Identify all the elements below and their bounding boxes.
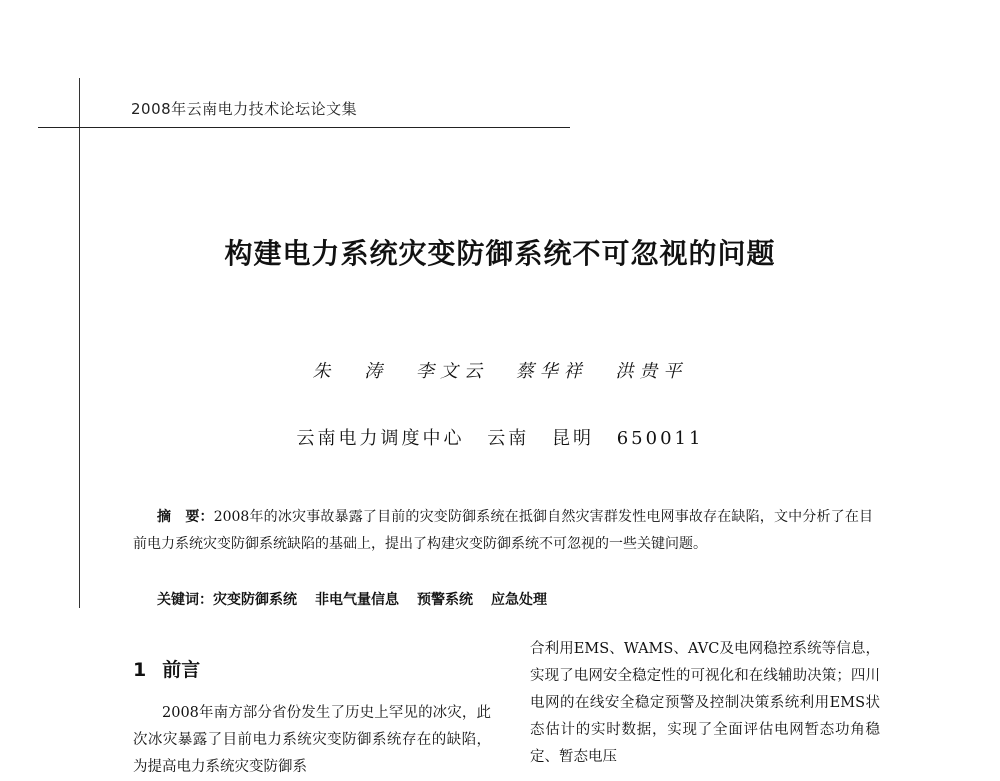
running-header: 2008年云南电力技术论坛论文集 bbox=[131, 100, 358, 118]
right-column bbox=[530, 636, 880, 771]
keyword-item: 应急处理 bbox=[491, 592, 547, 608]
section-title: 前言 bbox=[162, 659, 201, 681]
keyword-item: 预警系统 bbox=[417, 592, 473, 608]
paper-authors: 朱 涛 李文云 蔡华祥 洪贵平 bbox=[312, 361, 688, 382]
abstract bbox=[133, 504, 873, 558]
keyword-item: 灾变防御系统 bbox=[213, 592, 297, 608]
section-heading bbox=[133, 655, 200, 682]
margin-vertical-rule bbox=[79, 78, 80, 608]
section-paragraph: 2008年南方部分省份发生了历史上罕见的冰灾，此次冰灾暴露了目前电力系统灾变防御系统存在的缺陷，为提高电力系统灾变防御系 bbox=[133, 705, 491, 775]
keywords bbox=[157, 587, 873, 614]
keywords-label: 关键词： bbox=[157, 592, 213, 608]
paper-affiliation: 云南电力调度中心 云南 昆明 650011 bbox=[296, 428, 704, 449]
abstract-text: 2008年的冰灾事故暴露了目前的灾变防御系统在抵御自然灾害群发性电网事故存在缺陷，文中分析了在目前电力系统灾变防御系统缺陷的基础上，提出了构建灾变防御系统不可忽视的一些关键问题。 bbox=[133, 509, 873, 552]
section-number: 1 bbox=[133, 659, 147, 681]
abstract-label: 摘 要： bbox=[157, 509, 214, 525]
paper-title: 构建电力系统灾变防御系统不可忽视的问题 bbox=[224, 237, 776, 270]
keyword-item: 非电气量信息 bbox=[315, 592, 399, 608]
right-column-paragraph: 合利用EMS、WAMS、AVC及电网稳控系统等信息，实现了电网安全稳定性的可视化和在线辅助决策；四川电网的在线安全稳定预警及控制决策系统利用EMS状态估计的实时数据，实现了全面评估电网暂态功角稳定、暂态电压 bbox=[530, 641, 880, 765]
left-column bbox=[133, 700, 491, 781]
header-rule bbox=[38, 127, 570, 128]
